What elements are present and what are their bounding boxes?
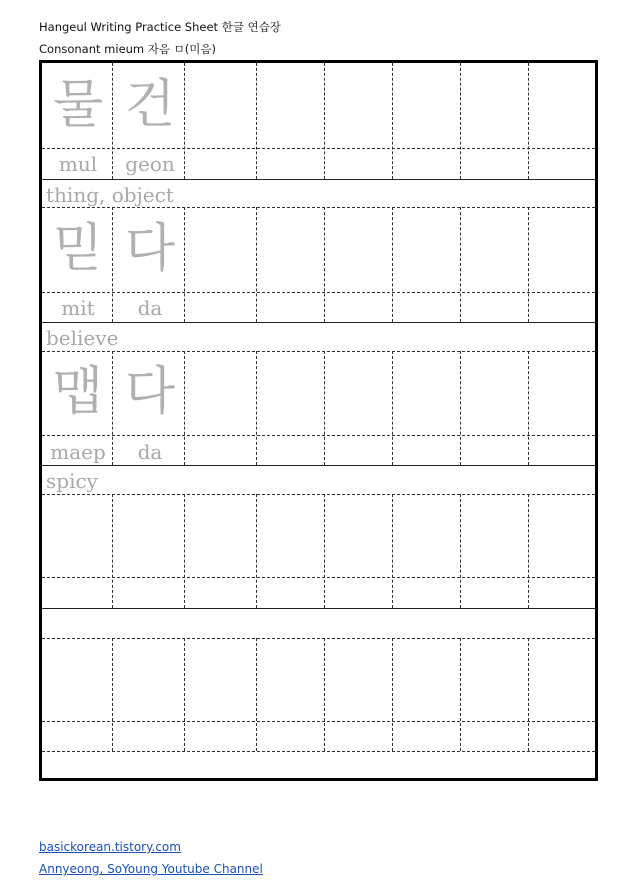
grid-column-line	[392, 63, 393, 179]
grid-column-line	[324, 638, 325, 751]
word-meaning: spicy	[46, 469, 98, 493]
grid-row-line	[42, 292, 595, 293]
practice-grid	[39, 60, 598, 781]
grid-column-line	[528, 638, 529, 751]
practice-glyph: 다	[124, 362, 176, 422]
grid-row-line	[42, 721, 595, 722]
grid-column-line	[112, 63, 113, 179]
practice-glyph: 물	[52, 75, 104, 135]
grid-column-line	[256, 63, 257, 179]
grid-column-line	[112, 351, 113, 465]
grid-row-line	[42, 751, 595, 752]
romanization-label: mit	[61, 296, 95, 320]
grid-column-line	[392, 638, 393, 751]
grid-column-line	[112, 207, 113, 322]
grid-row-line	[42, 351, 595, 352]
grid-column-line	[528, 494, 529, 608]
word-meaning: believe	[46, 326, 119, 350]
grid-column-line	[324, 63, 325, 179]
romanization-label: geon	[125, 152, 175, 176]
grid-column-line	[184, 63, 185, 179]
grid-column-line	[324, 351, 325, 465]
romanization-label: da	[137, 440, 163, 464]
sheet-title: Hangeul Writing Practice Sheet 한글 연습장	[39, 20, 281, 34]
grid-column-line	[528, 207, 529, 322]
romanization-label: mul	[58, 152, 98, 176]
grid-column-line	[460, 63, 461, 179]
practice-glyph: 건	[124, 75, 176, 135]
grid-column-line	[392, 351, 393, 465]
grid-column-line	[112, 638, 113, 751]
grid-column-line	[324, 207, 325, 322]
grid-column-line	[184, 494, 185, 608]
grid-column-line	[460, 207, 461, 322]
grid-column-line	[256, 207, 257, 322]
sheet-subtitle: Consonant mieum 자음 ㅁ(미음)	[39, 42, 216, 56]
grid-row-line	[42, 207, 595, 208]
grid-column-line	[256, 494, 257, 608]
grid-row-line	[42, 577, 595, 578]
grid-column-line	[460, 638, 461, 751]
romanization-label: da	[137, 296, 163, 320]
youtube-channel-link[interactable]: Annyeong, SoYoung Youtube Channel	[39, 862, 263, 876]
word-meaning: thing, object	[46, 183, 174, 207]
grid-row-line	[42, 494, 595, 495]
grid-column-line	[460, 351, 461, 465]
practice-glyph: 다	[124, 219, 176, 279]
grid-row-line	[42, 435, 595, 436]
grid-column-line	[256, 638, 257, 751]
grid-row-line	[42, 322, 595, 323]
blog-link[interactable]: basickorean.tistory.com	[39, 840, 181, 854]
grid-column-line	[184, 207, 185, 322]
grid-column-line	[392, 494, 393, 608]
grid-row-line	[42, 179, 595, 180]
grid-column-line	[112, 494, 113, 608]
grid-column-line	[528, 63, 529, 179]
grid-row-line	[42, 638, 595, 639]
grid-column-line	[460, 494, 461, 608]
grid-row-line	[42, 148, 595, 149]
grid-row-line	[42, 608, 595, 609]
grid-column-line	[184, 351, 185, 465]
grid-row-line	[42, 465, 595, 466]
practice-glyph: 맵	[52, 362, 104, 422]
grid-column-line	[324, 494, 325, 608]
grid-column-line	[184, 638, 185, 751]
grid-column-line	[256, 351, 257, 465]
practice-glyph: 믿	[52, 219, 104, 279]
grid-column-line	[392, 207, 393, 322]
grid-column-line	[528, 351, 529, 465]
romanization-label: maep	[50, 440, 106, 464]
